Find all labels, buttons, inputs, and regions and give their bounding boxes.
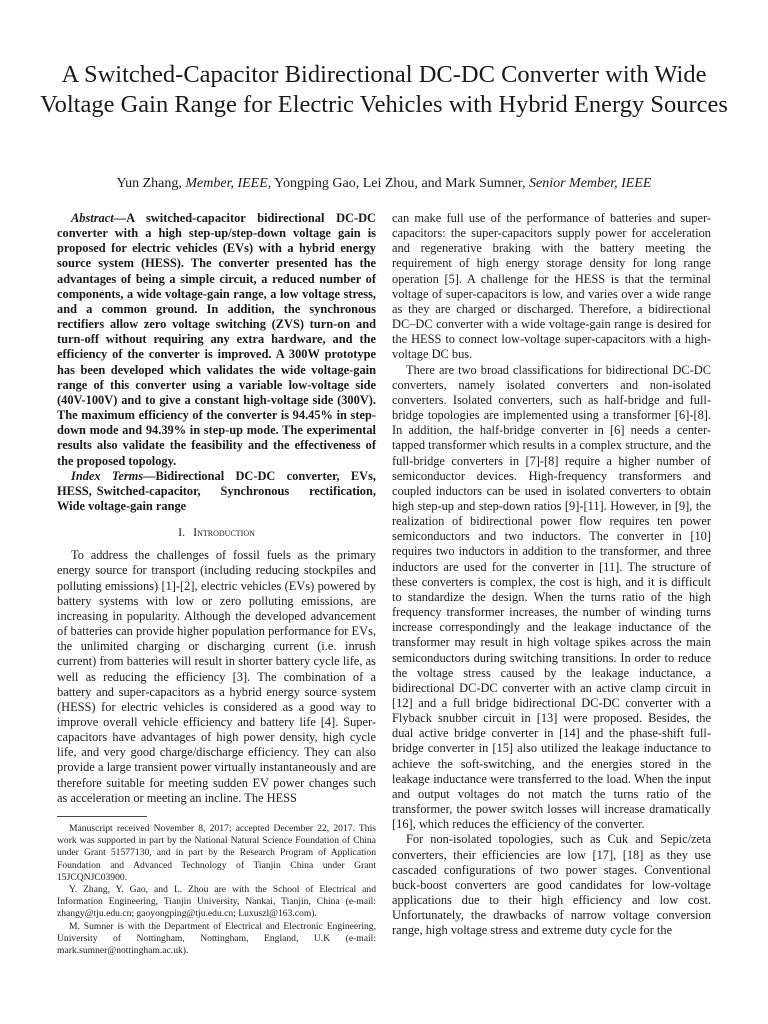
body-paragraph: can make full use of the performance of batteries and super-capacitors: the super-capacitors supply power for acceleration and regenerative braking with the battery meeting the requirement of high energy storage density for long range operation [5]. A challenge for the HESS is that the terminal voltage of super-capacitors is low, and varies over a wide range as they are charged or discharged. Therefore, a bidirectional DC–DC converter with a wide voltage-gain range is desired for the HESS to connect low-voltage super-capacitors with a high-voltage DC bus.	[392, 211, 711, 362]
author-name: Mark Sumner	[445, 176, 522, 191]
author-name: Yongping Gao	[274, 176, 356, 191]
right-column	[392, 211, 711, 939]
author-line: Yun Zhang, Member, IEEE, Yongping Gao, Lei Zhou, and Mark Sumner, Senior Member, IEEE	[116, 176, 652, 191]
author-role: Member, IEEE	[185, 176, 268, 191]
paper-title: A Switched-Capacitor Bidirectional DC-DC Converter with Wide Voltage Gain Range for Electric Vehicles with Hybrid Energy Sources	[40, 61, 728, 118]
section-heading	[57, 525, 376, 540]
footnote: Manuscript received November 8, 2017; accepted December 22, 2017. This work was supported in part by the National Natural Science Foundation of China under Grant 51577130, and in part by the Research Program of Application Foundation and Advanced Technology of Tianjin China under Grant 15JCQNJC03900.	[57, 823, 376, 883]
body-paragraph: For non-isolated topologies, such as Cuk and Sepic/zeta converters, their efficiencies are low [17], [18] as they use cascaded configurations of two power stages. Conventional buck-boost converters are good candidates for low-voltage applications due to their high efficiency and low cost. Unfortunately, the drawbacks of narrow voltage conversion range, high voltage stress and extreme duty cycle for the	[392, 832, 711, 938]
left-column	[57, 211, 389, 806]
intro-paragraph: To address the challenges of fossil fuels as the primary energy source for transport (including reducing stockpiles and polluting emissions) [1]-[2], electric vehicles (EVs) powered by battery systems with low or zero polluting emissions, are increasing in popularity. Although the developed advancement of batteries can provide higher population performance for EVs, the unlimited charging or discharging current (i.e. inrush current) from batteries will result in shorter battery cycle life, as well as reducing the efficiency [3]. The combination of a battery and super-capacitors as a hybrid energy source system (HESS) for electric vehicles is considered as a good way to improve overall vehicle efficiency and battery life [4]. Super-capacitors have advantages of high power density, high cycle life, and very good charge/discharge efficiency. They can also provide a large transient power virtually instantaneously and are therefore suitable for meeting sudden EV power changes such as acceleration or meeting an incline. The HESS	[57, 548, 376, 805]
author-name: Yun Zhang	[116, 176, 179, 191]
index-terms-text: Bidirectional DC-DC converter, EVs, HESS, Switched-capacitor, Synchronous rectification, Wide voltage-gain range	[57, 468, 389, 513]
author-role: Senior Member, IEEE	[528, 176, 652, 191]
footnote: M. Sumner is with the Department of Electrical and Electronic Engineering, University of Nottingham, Nottingham, England, U.K (e-mail: mark.sumner@nottingham.ac.uk).	[57, 920, 376, 957]
section-title: Introduction	[193, 525, 255, 540]
section-number: I.	[178, 525, 186, 540]
index-terms	[57, 468, 389, 514]
footnote: Y. Zhang, Y. Gao, and L. Zhou are with the School of Electrical and Information Engineering, Tianjin University, Nankai, Tianjin, China (e-mail: zhangy@tju.edu.cn; gaoyongping@tju.edu.cn; Luxuszl@163.com).	[57, 884, 376, 920]
abstract-text: A switched-capacitor bidirectional DC-DC converter with a high step-up/step-down voltage gain is proposed for electric vehicles (EVs) with a hybrid energy source system (HESS). The converter presented has the advantages of being a simple circuit, a reduced number of components, a wide voltage-gain range, a low voltage stress, and a common ground. In addition, the synchronous rectifiers allow zero voltage switching (ZVS) turn-on and turn-off without requiring any extra hardware, and the efficiency of the converter is improved. A 300W prototype has been developed which validates the wide voltage-gain range of this converter using a variable low-voltage side (40V-100V) and to give a constant high-voltage side (300V). The maximum efficiency of the converter is 94.45% in step-down mode and 94.39% in step-up mode. The experimental results also validate the feasibility and the effectiveness of the proposed topology.	[57, 211, 376, 468]
author-name: Lei Zhou	[362, 176, 415, 191]
abstract	[57, 211, 376, 469]
footnote-rule	[57, 816, 147, 817]
abstract-label: Abstract—	[71, 211, 127, 225]
index-terms-label: Index Terms—	[71, 468, 156, 483]
footnotes	[57, 823, 376, 957]
body-paragraph: There are two broad classifications for bidirectional DC-DC converters, namely isolated converters and non-isolated converters. Isolated converters, such as half-bridge and full-bridge topologies are implemented using a transformer [6]-[8]. In addition, the half-bridge converter in [6] needs a center-tapped transformer which results in a complex structure, and the full-bridge converters in [7]-[8] require a higher number of semiconductor devices. High-frequency transformers and coupled inductors can be used in isolated converters to obtain high step-up and step-down ratios [9]-[11]. However, in [9], the realization of bidirectional power flow requires ten power semiconductors and two inductors. The converter in [10] requires two inductors in addition to the transformer, and three inductors are used for the converter in [11]. The structure of these converters is complex, the cost is high, and it is difficult to standardize the design. When the turns ratio of the high frequency transformer increases, the number of winding turns increase correspondingly and the leakage inductance of the transformer may result in high voltage spikes across the main semiconductors during switching transitions. In order to reduce the voltage stress caused by the leakage inductance, a bidirectional DC-DC converter with an active clamp circuit in [12] and a full bridge bidirectional DC-DC converter with a Flyback snubber circuit in [13] were proposed. Besides, the dual active bridge converter in [14] and the phase-shift full-bridge converter in [15] also utilized the leakage inductance to achieve the soft-switching, and the energies stored in the leakage inductance were transferred to the load. When the input and output voltages do not match the turns ratio of the transformer, the power switch losses will increase dramatically [16], which reduces the efficiency of the converter.	[392, 362, 711, 832]
